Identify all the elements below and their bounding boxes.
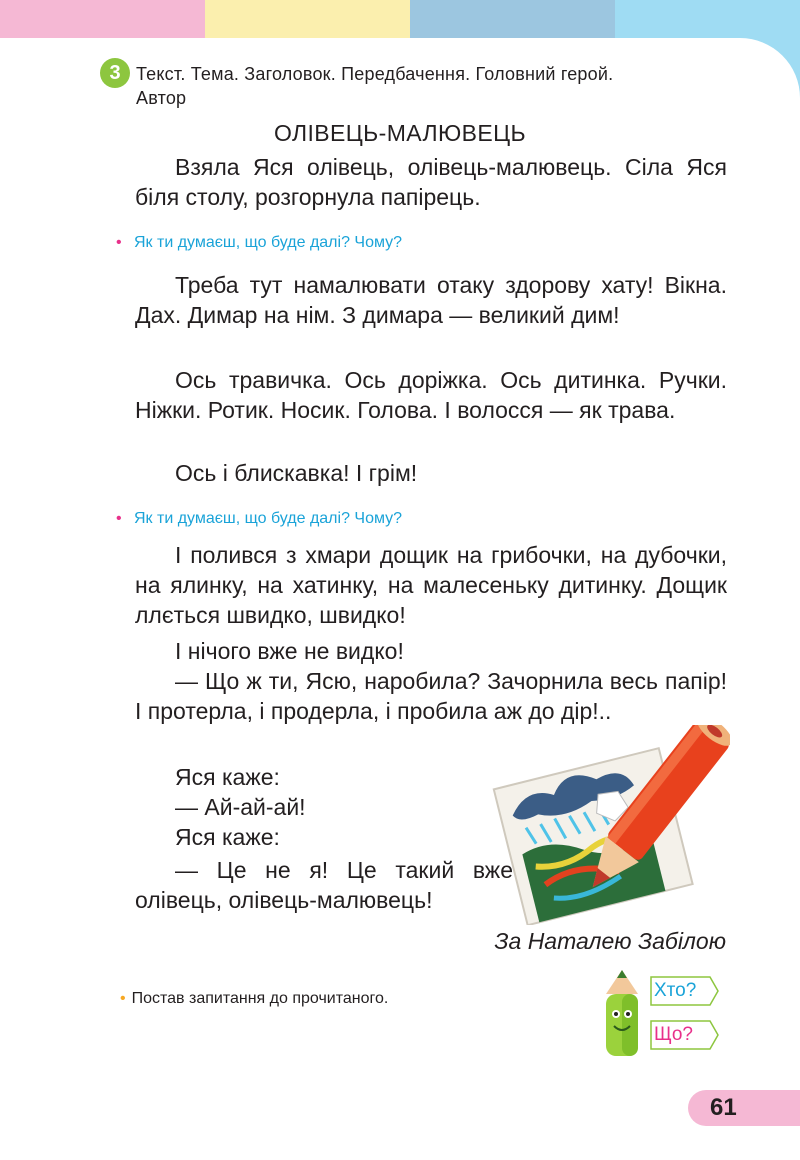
prediction-question-2 xyxy=(120,510,402,528)
task-instruction xyxy=(120,990,388,1008)
story-title: ОЛІВЕЦЬ-МАЛЮВЕЦЬ xyxy=(273,120,527,146)
section-topics-line2: Автор xyxy=(136,88,187,108)
section-topics xyxy=(136,62,736,110)
pencil-mascot-icon xyxy=(592,968,654,1062)
story-paragraph-7: — Що ж ти, Ясю, наробила? Зачорнила весь папір! І протерла, і продерла, і пробила аж до дір!.. xyxy=(135,668,727,724)
story-paragraph-8: Яся каже: xyxy=(175,764,280,790)
story-paragraph-2: Треба тут намалювати отаку здорову хату! Вікна. Дах. Димар на нім. З димара — великий дим! xyxy=(135,272,727,328)
story-paragraph-4: Ось і блискавка! І грім! xyxy=(175,460,418,486)
prediction-question-1 xyxy=(120,234,402,252)
prediction-question-1-text: Як ти думаєш, що буде далі? Чому? xyxy=(134,234,403,251)
tag-what-label: Що? xyxy=(654,1024,693,1045)
story-paragraph-9: — Ай-ай-ай! xyxy=(175,794,306,820)
top-band-blue xyxy=(410,0,615,40)
story-paragraph-10: Яся каже: xyxy=(175,824,280,850)
page-number: 61 xyxy=(710,1094,737,1121)
story-paragraph-5: І полився з хмари дощик на грибочки, на дубочки, на ялинку, на хатинку, на малесеньку дитинку. Дощик ллється швидко, швидко! xyxy=(135,542,727,628)
top-band-pink xyxy=(0,0,205,40)
prediction-question-2-text: Як ти думаєш, що буде далі? Чому? xyxy=(134,510,403,527)
pencil-drawing-illustration xyxy=(490,725,730,925)
task-bullet: • xyxy=(120,990,126,1007)
section-topics-line1: Текст. Тема. Заголовок. Передбачення. Головний герой. xyxy=(136,64,614,84)
tag-who xyxy=(650,976,716,1006)
page-number-tab xyxy=(688,1090,800,1126)
story-paragraph-11: — Це не я! Це такий вже олівець, олівець-малювець! xyxy=(135,857,513,913)
section-number-badge: 3 xyxy=(100,58,130,88)
tag-what xyxy=(650,1020,716,1050)
story-paragraph-1: Взяла Яся олівець, олівець-малювець. Сіла Яся біля столу, розгорнула папірець. xyxy=(135,154,727,210)
story-paragraph-3: Ось травичка. Ось доріжка. Ось дитинка. Ручки. Ніжки. Ротик. Носик. Голова. І волосся — як трава. xyxy=(135,367,727,423)
task-text: Постав запитання до прочитаного. xyxy=(131,990,389,1007)
tag-who-label: Хто? xyxy=(654,980,697,1001)
story-paragraph-6: І нічого вже не видко! xyxy=(175,638,404,664)
top-band-yellow xyxy=(205,0,410,40)
story-author: За Наталею Забілою xyxy=(494,928,726,954)
